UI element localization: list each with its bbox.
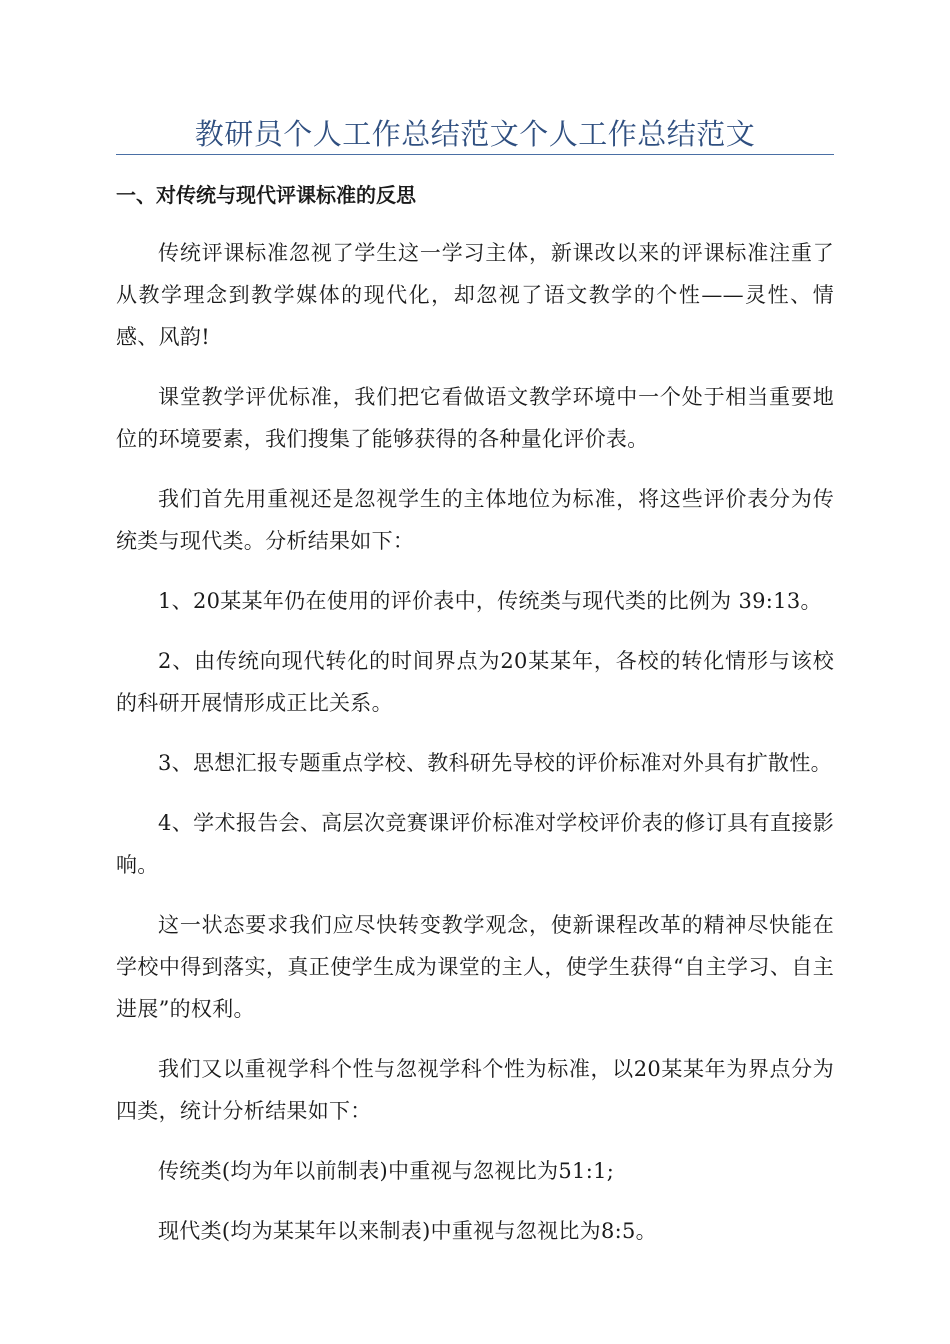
title-underline-divider	[116, 154, 834, 155]
paragraph-4: 这一状态要求我们应尽快转变教学观念，使新课程改革的精神尽快能在学校中得到落实，真正使学生成为课堂的主人，使学生获得“自主学习、自主进展”的权利。	[116, 913, 834, 1021]
section-heading: 一、对传统与现代评课标准的反思	[116, 183, 416, 207]
paragraph-2: 课堂教学评优标准，我们把它看做语文教学环境中一个处于相当重要地位的环境要素，我们搜集了能够获得的各种量化评价表。	[116, 385, 834, 451]
paragraph-6: 传统类(均为年以前制表)中重视与忽视比为51:1;	[158, 1159, 615, 1183]
paragraph-item-1: 1、20某某年仍在使用的评价表中，传统类与现代类的比例为 39:13。	[158, 589, 822, 613]
paragraph-3: 我们首先用重视还是忽视学生的主体地位为标准，将这些评价表分为传统类与现代类。分析结果如下：	[116, 487, 834, 553]
paragraph-item-3: 3、思想汇报专题重点学校、教科研先导校的评价标准对外具有扩散性。	[158, 751, 832, 775]
paragraph-7: 现代类(均为某某年以来制表)中重视与忽视比为8:5。	[158, 1219, 657, 1243]
paragraph-1: 传统评课标准忽视了学生这一学习主体，新课改以来的评课标准注重了从教学理念到教学媒体的现代化，却忽视了语文教学的个性——灵性、情感、风韵!	[116, 241, 834, 349]
document-body	[116, 232, 834, 1270]
document-title: 教研员个人工作总结范文个人工作总结范文	[194, 117, 756, 151]
paragraph-item-4: 4、学术报告会、高层次竞赛课评价标准对学校评价表的修订具有直接影响。	[116, 811, 834, 877]
paragraph-5: 我们又以重视学科个性与忽视学科个性为标准，以20某某年为界点分为四类，统计分析结果如下：	[116, 1057, 834, 1123]
paragraph-item-2: 2、由传统向现代转化的时间界点为20某某年，各校的转化情形与该校的科研开展情形成正比关系。	[116, 649, 834, 715]
